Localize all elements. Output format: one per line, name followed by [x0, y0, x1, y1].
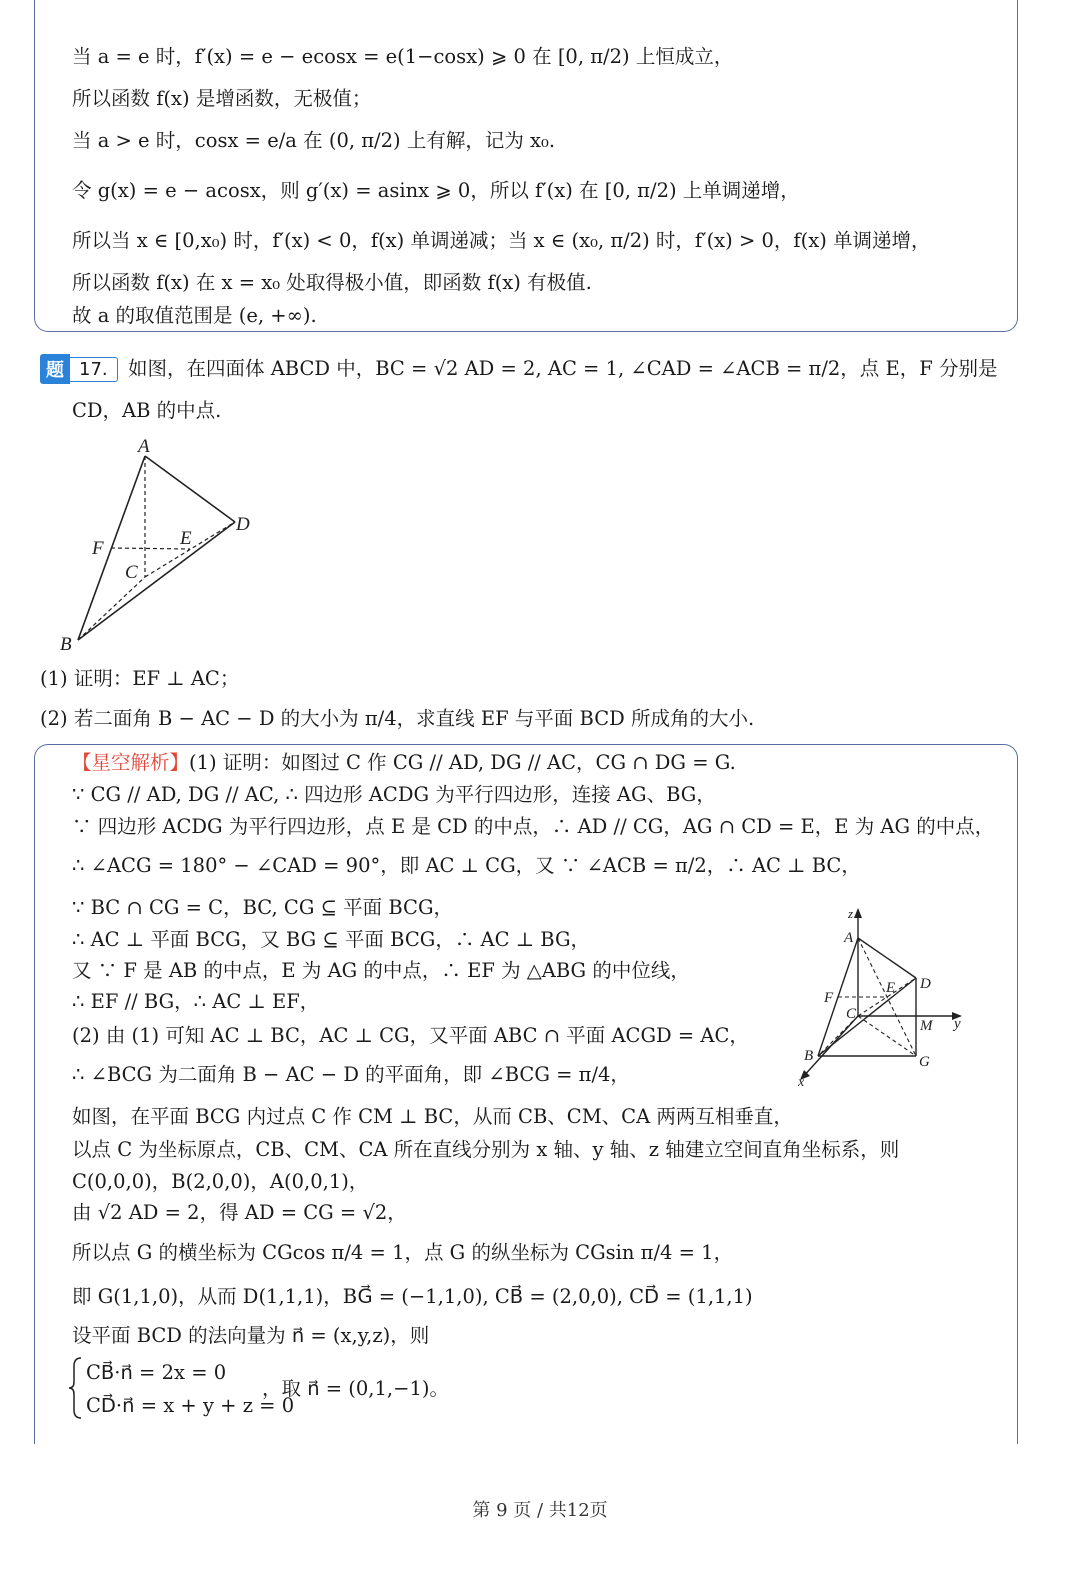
solution-line-1: ∵ CG // AD, DG // AC, ∴ 四边形 ACDG 为平行四边形，连接 AG、BG， — [72, 783, 716, 806]
fig1-label-A: A — [138, 436, 150, 457]
solution-line-7: ∴ EF // BG，∴ AC ⊥ EF， — [72, 990, 320, 1013]
fig2-label-C: C — [846, 1006, 857, 1022]
solution-line-10: 如图，在平面 BCG 内过点 C 作 CM ⊥ BC，从而 CB、CM、CA 两两互相垂直， — [72, 1105, 793, 1128]
fig2-label-E: E — [886, 980, 896, 996]
prev-line-5: 所以当 x ∈ [0,x₀) 时，f′(x) < 0，f(x) 单调递减；当 x ∈ (x₀, π/2) 时，f′(x) > 0，f(x) 单调递增， — [72, 229, 931, 252]
system-line-1: CB⃗·n⃗ = 2x = 0 — [86, 1361, 227, 1384]
question-stem-line-1: 如图，在四面体 ABCD 中，BC = √2 AD = 2, AC = 1, ∠CAD = ∠ACB = π/2，点 E，F 分别是 — [128, 357, 998, 380]
fig2-label-M: M — [920, 1018, 933, 1034]
coordinate-figure — [790, 906, 980, 1088]
system-tail: ，取 n⃗ = (0,1,−1)。 — [262, 1377, 449, 1400]
fig2-label-y: y — [954, 1016, 961, 1032]
prev-line-2: 所以函数 f(x) 是增函数，无极值； — [72, 87, 372, 110]
solution-line-15: 即 G(1,1,0)，从而 D(1,1,1)，BG⃗ = (−1,1,0), CB⃗ = (2,0,0), CD⃗ = (1,1,1) — [72, 1285, 753, 1308]
fig1-label-C: C — [125, 562, 138, 583]
prev-line-3: 当 a > e 时，cosx = e/a 在 (0, π/2) 上有解，记为 x₀. — [72, 129, 556, 152]
prev-line-7: 故 a 的取值范围是 (e, +∞). — [72, 304, 317, 327]
prev-line-6: 所以函数 f(x) 在 x = x₀ 处取得极小值，即函数 f(x) 有极值. — [72, 271, 592, 294]
solution-tag: 【星空解析】 — [72, 751, 190, 774]
tetrahedron-figure — [50, 432, 270, 657]
fig1-label-F: F — [92, 538, 104, 559]
solution-line-6: 又 ∵ F 是 AB 的中点，E 为 AG 的中点，∴ EF 为 △ABG 的中位线， — [72, 959, 690, 982]
solution-line-8: (2) 由 (1) 可知 AC ⊥ BC，AC ⊥ CG，又平面 ABC ∩ 平面 ACGD = AC， — [72, 1024, 749, 1047]
solution-line-2: ∵ 四边形 ACDG 为平行四边形，点 E 是 CD 的中点，∴ AD // CG，AG ∩ CD = E，E 为 AG 的中点， — [72, 815, 995, 838]
solution-first-text: (1) 证明：如图过 C 作 CG // AD, DG // AC，CG ∩ DG = G. — [189, 751, 736, 774]
question-part-1: (1) 证明：EF ⊥ AC； — [40, 667, 240, 690]
fig2-label-D: D — [920, 976, 931, 992]
fig2-label-G: G — [919, 1054, 930, 1070]
fig2-label-x: x — [798, 1075, 805, 1088]
solution-line-14: 所以点 G 的横坐标为 CGcos π/4 = 1，点 G 的纵坐标为 CGsin π/4 = 1， — [72, 1241, 734, 1264]
system-line-2: CD⃗·n⃗ = x + y + z = 0 — [86, 1394, 295, 1417]
solution-line-5: ∴ AC ⊥ 平面 BCG，又 BG ⊆ 平面 BCG，∴ AC ⊥ BG， — [72, 928, 591, 951]
fig2-label-F: F — [824, 990, 834, 1006]
prev-line-1: 当 a = e 时，f′(x) = e − ecosx = e(1−cosx) ⩾ 0 在 [0, π/2) 上恒成立， — [72, 45, 734, 68]
solution-line-9: ∴ ∠BCG 为二面角 B − AC − D 的平面角，即 ∠BCG = π/4， — [72, 1063, 630, 1086]
fig1-label-E: E — [180, 528, 192, 549]
question-stem-line-2: CD，AB 的中点. — [72, 399, 222, 422]
solution-line-12: C(0,0,0)，B(2,0,0)，A(0,0,1)， — [72, 1170, 369, 1193]
solution-line-16: 设平面 BCD 的法向量为 n⃗ = (x,y,z)，则 — [72, 1324, 430, 1347]
solution-line-13: 由 √2 AD = 2，得 AD = CG = √2， — [72, 1201, 407, 1224]
solution-line-4: ∵ BC ∩ CG = C，BC, CG ⊆ 平面 BCG， — [72, 896, 454, 919]
question-number: 17. — [70, 357, 118, 382]
fig2-label-B: B — [804, 1048, 814, 1064]
question-part-2: (2) 若二面角 B − AC − D 的大小为 π/4，求直线 EF 与平面 BCD 所成角的大小. — [40, 707, 755, 730]
system-brace — [68, 1356, 84, 1420]
solution-first-line — [72, 750, 736, 776]
solution-line-11: 以点 C 为坐标原点，CB、CM、CA 所在直线分别为 x 轴、y 轴、z 轴建立空间直角坐标系，则 — [72, 1138, 900, 1161]
question-badge — [40, 354, 118, 384]
fig1-label-B: B — [60, 634, 72, 655]
question-tag: 题 — [40, 354, 70, 384]
page-footer: 第 9 页 / 共12页 — [472, 1500, 608, 1521]
fig2-label-z: z — [848, 906, 854, 921]
fig2-label-A: A — [844, 930, 854, 946]
fig1-label-D: D — [236, 514, 250, 535]
solution-line-3: ∴ ∠ACG = 180° − ∠CAD = 90°，即 AC ⊥ CG，又 ∵ ∠ACB = π/2，∴ AC ⊥ BC， — [72, 854, 861, 877]
prev-line-4: 令 g(x) = e − acosx，则 g′(x) = asinx ⩾ 0，所以 f′(x) 在 [0, π/2) 上单调递增， — [72, 179, 800, 202]
